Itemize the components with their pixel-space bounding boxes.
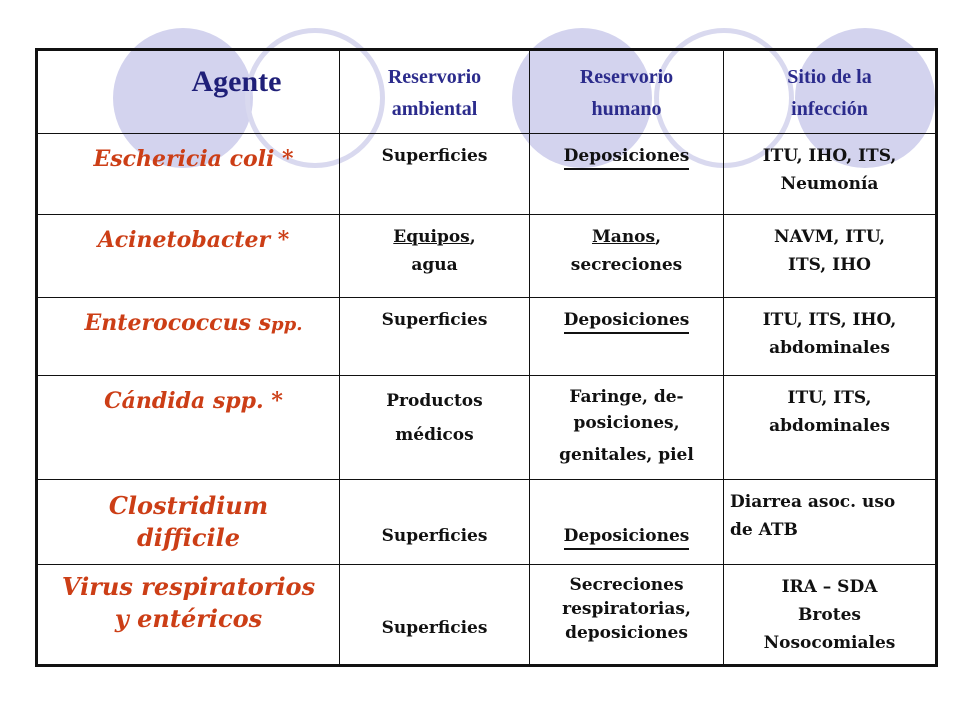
header-text: humano — [591, 98, 662, 120]
agent-name — [37, 480, 340, 565]
reservorio-humano-cell — [530, 215, 724, 298]
cell-text: Brotes — [798, 605, 861, 625]
header-row — [37, 50, 937, 134]
cell-line — [530, 223, 723, 251]
cell-text: ITS, IHO — [788, 255, 871, 275]
header-sitio-infeccion — [724, 50, 937, 134]
cell-text: ITU, ITS, — [787, 388, 872, 408]
reservorio-ambiental-cell — [340, 565, 530, 666]
agent-name-main: Enterococcus s — [84, 310, 272, 336]
cell-text: Superficies — [381, 146, 488, 166]
cell-text: Deposiciones — [564, 308, 690, 334]
header-reservorio-ambiental — [340, 50, 530, 134]
cell-text-underlined: Equipos — [393, 227, 470, 247]
agent-name: Acinetobacter * — [37, 215, 340, 298]
reservorio-humano-cell — [530, 134, 724, 215]
cell-text: secreciones — [570, 255, 683, 275]
agent-name-line: difficile — [137, 523, 240, 552]
cell-text: Neumonía — [780, 174, 879, 194]
reservorio-ambiental-cell — [340, 298, 530, 376]
reservorio-ambiental-cell — [340, 376, 530, 480]
reservorio-ambiental-cell — [340, 215, 530, 298]
cell-text: respiratorias, — [562, 599, 691, 619]
cell-text: Productos — [386, 391, 483, 411]
infection-table — [35, 48, 938, 667]
cell-text: , — [469, 227, 476, 247]
agent-name-line: Clostridium — [108, 491, 269, 520]
cell-text: posiciones, — [573, 413, 680, 433]
agent-name-line: Virus respiratorios — [61, 572, 316, 601]
sitio-infeccion-cell — [724, 480, 937, 565]
header-text: Sitio de la — [787, 66, 872, 88]
cell-text: Superficies — [381, 618, 488, 638]
agent-name: Eschericia coli * — [37, 134, 340, 215]
cell-text: de ATB — [730, 520, 798, 540]
header-text: infección — [791, 98, 868, 120]
cell-text: Superficies — [381, 526, 488, 546]
cell-text: deposiciones — [565, 623, 688, 643]
cell-text: médicos — [395, 425, 474, 445]
cell-text: NAVM, ITU, — [773, 227, 886, 247]
header-text: Reservorio — [579, 66, 674, 88]
table-row — [37, 376, 937, 480]
cell-text: ITU, ITS, IHO, — [762, 310, 897, 330]
sitio-infeccion-cell — [724, 298, 937, 376]
cell-line — [340, 223, 529, 251]
reservorio-humano-cell — [530, 298, 724, 376]
agent-name-line: y entéricos — [114, 604, 263, 633]
table-row — [37, 565, 937, 666]
header-reservorio-humano — [530, 50, 724, 134]
table-row — [37, 480, 937, 565]
cell-text: ITU, IHO, ITS, — [762, 146, 897, 166]
sitio-infeccion-cell — [724, 565, 937, 666]
table-row — [37, 298, 937, 376]
cell-text: Nosocomiales — [763, 633, 896, 653]
agent-name-suffix: pp. — [271, 314, 303, 335]
sitio-infeccion-cell — [724, 376, 937, 480]
agent-name — [37, 565, 340, 666]
cell-text: IRA – SDA — [781, 577, 878, 597]
reservorio-humano-cell — [530, 565, 724, 666]
reservorio-humano-cell — [530, 376, 724, 480]
cell-text: Deposiciones — [564, 144, 690, 170]
cell-text: abdominales — [769, 416, 890, 436]
reservorio-humano-cell — [530, 480, 724, 565]
cell-text: genitales, piel — [559, 445, 694, 465]
header-agente: Agente — [37, 50, 340, 134]
table-row — [37, 134, 937, 215]
agent-name — [37, 298, 340, 376]
agent-name: Cándida spp. * — [37, 376, 340, 480]
cell-text: Diarrea asoc. uso — [730, 492, 896, 512]
cell-text: , — [655, 227, 662, 247]
cell-text: Secreciones — [569, 575, 684, 595]
header-text: Reservorio — [387, 66, 482, 88]
cell-text: agua — [411, 255, 458, 275]
cell-text: Deposiciones — [564, 524, 690, 550]
header-text: ambiental — [391, 98, 478, 120]
sitio-infeccion-cell — [724, 215, 937, 298]
cell-text-underlined: Manos — [591, 227, 656, 247]
cell-text: Superficies — [381, 310, 488, 330]
cell-text: abdominales — [769, 338, 890, 358]
reservorio-ambiental-cell — [340, 134, 530, 215]
table-row — [37, 215, 937, 298]
cell-text: Faringe, de- — [569, 387, 684, 407]
reservorio-ambiental-cell — [340, 480, 530, 565]
sitio-infeccion-cell — [724, 134, 937, 215]
